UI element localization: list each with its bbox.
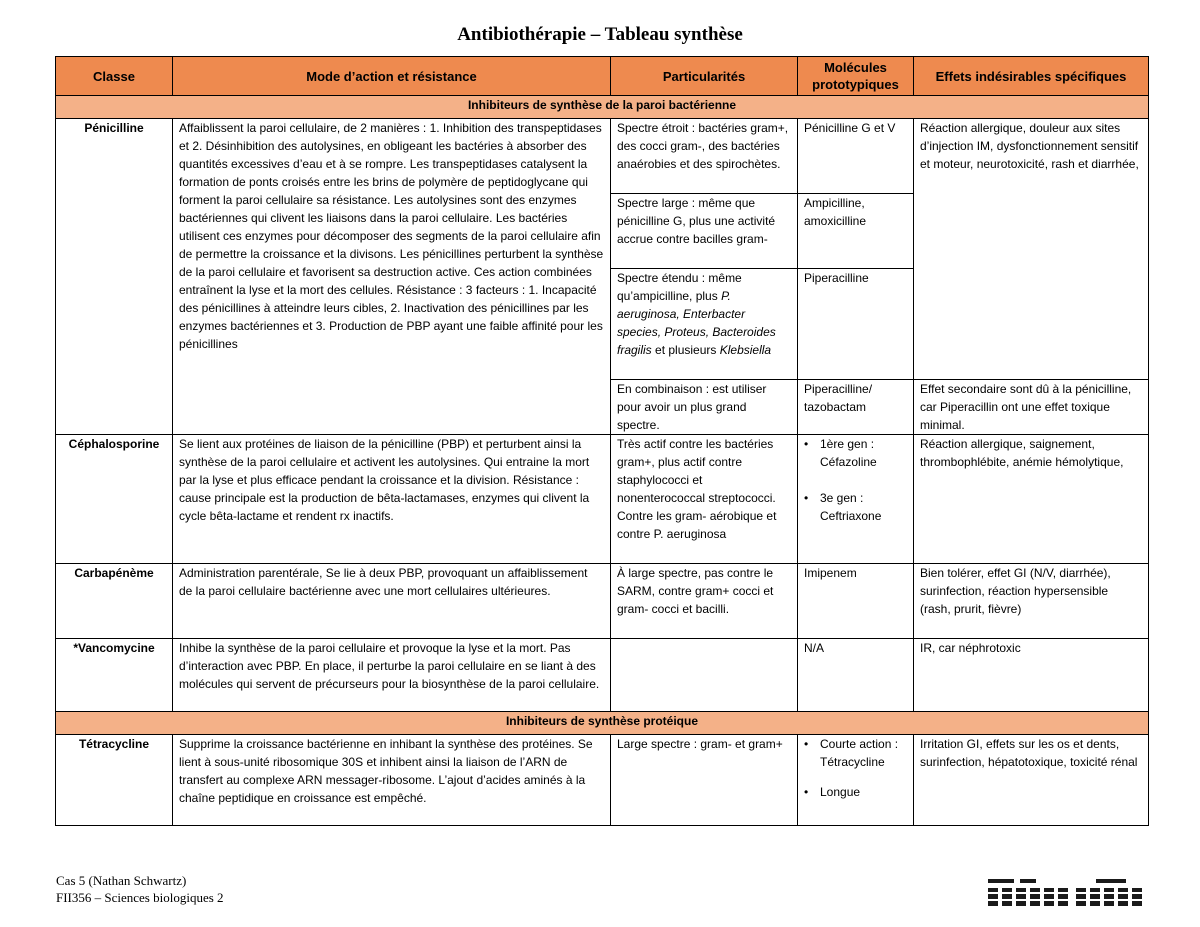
mode-penicilline: Affaiblissent la paroi cellulaire, de 2 manières : 1. Inhibition des transpeptidases et 2. Désinhibition des autolysines, en obligeant les bactéries à absorber des quantités excessives d’eau et à se rompre. Les transpeptidases catalysent la formation de ponts croisés entre les brins de polymère de peptidoglycane qui forment la paroi cellulaire sa résistance. Les autolysines sont des enzymes bactériennes qui clivent les liaisons dans la paroi cellulaire. Les bactéries utilisent ces enzymes pour décomposer des segments de la paroi cellulaire afin de permettre la croissance et la divisons. Les pénicillines perturbent la synthèse de la paroi cellulaire et favorisent sa destruction active. Ces action combinées entraînent la lyse et la mort des cellules. Résistance : 3 facteurs : 1. Incapacité des pénicillines à atteindre leurs cibles, 2. Inactivation des pénicillines par les enzymes bactériennes et 3. Production de PBP ayant une faible affinité pour les pénicillines [173, 119, 611, 435]
bullet-icon: • [804, 785, 809, 799]
header-classe: Classe [56, 57, 173, 96]
list-item [804, 435, 907, 471]
mode-carbapeneme: Administration parentérale, Se lie à deux PBP, provoquant un affaiblissement de la paroi cellulaire bactérienne avec une mort cellulaires ultérieures. [173, 564, 611, 639]
list-item [804, 735, 907, 771]
molecule-penicilline-2: Ampicilline, amoxicilline [798, 194, 914, 269]
effets-vancomycine: IR, car néphrotoxic [914, 639, 1149, 712]
molecule-tetracycline-1: Courte action : Tétracycline [820, 737, 899, 769]
watermark-logo-icon [986, 876, 1146, 910]
molecule-cephalosporine-2: 3e gen : Ceftriaxone [820, 491, 882, 523]
part3-text-a: Spectre étendu : même qu’ampicilline, plus [617, 271, 742, 303]
table-row-penicilline [56, 119, 1149, 194]
table-row-carbapeneme [56, 564, 1149, 639]
mode-tetracycline: Supprime la croissance bactérienne en inhibant la synthèse des protéines. Se lient à sous-unité ribosomique 30S et inhibent ainsi la liaison de l’ARN de transfert au complexe ARN messager-ribosome. L’ajout d’acides aminés à la chaîne peptidique en croissance est empêché. [173, 735, 611, 826]
header-effets: Effets indésirables spécifiques [914, 57, 1149, 96]
molecule-vancomycine: N/A [798, 639, 914, 712]
molecule-tetracycline-2: Longue [820, 785, 861, 799]
table-row-tetracycline [56, 735, 1149, 826]
section-title-paroi: Inhibiteurs de synthèse de la paroi bactérienne [56, 96, 1149, 119]
footer [56, 872, 224, 906]
molecule-cephalosporine-1: 1ère gen : Céfazoline [820, 437, 877, 469]
effets-tetracycline: Irritation GI, effets sur les os et dents, surinfection, hépatotoxique, toxicité rénal [914, 735, 1149, 826]
particularites-vancomycine [611, 639, 798, 712]
molecules-cephalosporine [798, 435, 914, 564]
classe-cephalosporine: Céphalosporine [56, 435, 173, 564]
effets-carbapeneme: Bien tolérer, effet GI (N/V, diarrhée), surinfection, réaction hypersensible (rash, prurit, fièvre) [914, 564, 1149, 639]
table-row-cephalosporine [56, 435, 1149, 564]
particularites-carbapeneme: À large spectre, pas contre le SARM, contre gram+ cocci et gram- cocci et bacilli. [611, 564, 798, 639]
part3-text-c: et plusieurs [651, 343, 720, 357]
mode-vancomycine: Inhibe la synthèse de la paroi cellulaire et provoque la lyse et la mort. Pas d’interaction avec PBP. En place, il perturbe la paroi cellulaire en se liant à des molécules qui servent de précurseurs pour la biosynthèse de la paroi cellulaire. [173, 639, 611, 712]
section-row-proteique [56, 712, 1149, 735]
mode-cephalosporine: Se lient aux protéines de liaison de la pénicilline (PBP) et perturbent ainsi la synthèse de la paroi cellulaire et activent les autolysines. Qui entraine la mort par la lyse et plus efficace pendant la croissance et la division. Résistance : cause principale est la production de bêta-lactamases, enzymes qui clivent la cycle bêta-lactame et rendent rx inactifs. [173, 435, 611, 564]
header-row [56, 57, 1149, 96]
section-title-proteique: Inhibiteurs de synthèse protéique [56, 712, 1149, 735]
effets-penicilline-1: Réaction allergique, douleur aux sites d’injection IM, dysfonctionnement sensitif et moteur, neurotoxicité, rash et diarrhée, [914, 119, 1149, 380]
particularites-penicilline-2: Spectre large : même que pénicilline G, plus une activité accrue contre bacilles gram- [611, 194, 798, 269]
table-row-vancomycine [56, 639, 1149, 712]
footer-line-1: Cas 5 (Nathan Schwartz) [56, 873, 187, 888]
particularites-penicilline-3 [611, 269, 798, 380]
list-item [804, 783, 907, 801]
particularites-tetracycline: Large spectre : gram- et gram+ [611, 735, 798, 826]
effets-penicilline-2: Effet secondaire sont dû à la pénicilline, car Piperacillin ont une effet toxique minimal. [914, 380, 1149, 435]
molecule-penicilline-1: Pénicilline G et V [798, 119, 914, 194]
section-row-paroi [56, 96, 1149, 119]
part3-text-d: Klebsiella [719, 343, 772, 357]
particularites-penicilline-4: En combinaison : est utiliser pour avoir un plus grand spectre. [611, 380, 798, 435]
particularites-penicilline-1: Spectre étroit : bactéries gram+, des cocci gram-, des bactéries anaérobies et des spirochètes. [611, 119, 798, 194]
molecule-penicilline-4: Piperacilline/ tazobactam [798, 380, 914, 435]
header-molecules: Molécules prototypiques [798, 57, 914, 96]
footer-line-2: FII356 – Sciences biologiques 2 [56, 890, 224, 905]
particularites-cephalosporine: Très actif contre les bactéries gram+, plus actif contre staphylococci et nonenterococcal streptococci. Contre les gram- aérobique et contre P. aeruginosa [611, 435, 798, 564]
effets-cephalosporine: Réaction allergique, saignement, thrombophlébite, anémie hémolytique, [914, 435, 1149, 564]
page-title: Antibiothérapie – Tableau synthèse [457, 24, 743, 45]
part3-text-b: P. aeruginosa, Enterbacter species, Proteus, Bacteroides fragilis [617, 289, 776, 357]
molecule-penicilline-3: Piperacilline [798, 269, 914, 380]
molecules-tetracycline [798, 735, 914, 826]
list-item [804, 489, 907, 525]
classe-carbapeneme: Carbapénème [56, 564, 173, 639]
classe-vancomycine: *Vancomycine [56, 639, 173, 712]
classe-tetracycline: Tétracycline [56, 735, 173, 826]
header-mode: Mode d’action et résistance [173, 57, 611, 96]
synthesis-table [55, 56, 1149, 826]
molecule-carbapeneme: Imipenem [798, 564, 914, 639]
bullet-icon: • [804, 737, 809, 751]
header-particularites: Particularités [611, 57, 798, 96]
classe-penicilline: Pénicilline [56, 119, 173, 435]
bullet-icon: • [804, 491, 809, 505]
bullet-icon: • [804, 437, 809, 451]
